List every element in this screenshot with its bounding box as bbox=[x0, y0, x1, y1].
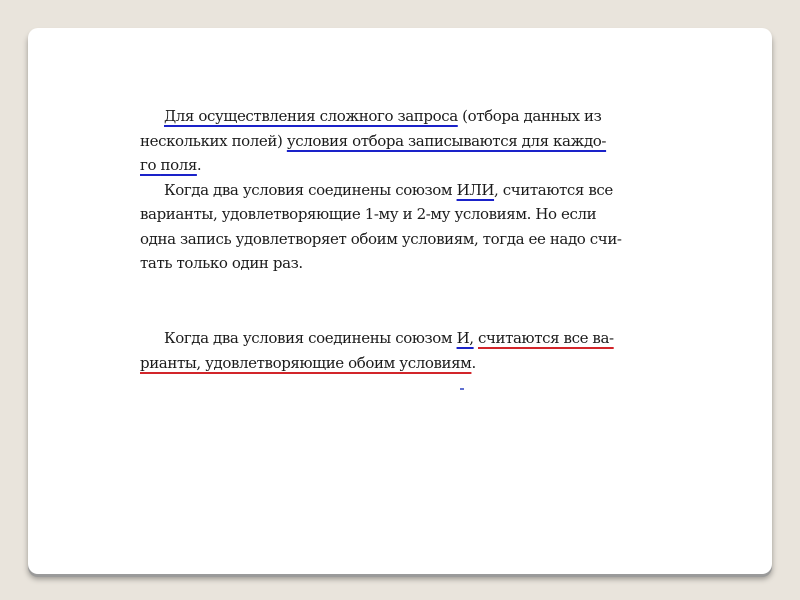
text-line bbox=[140, 104, 640, 129]
text-line bbox=[140, 153, 640, 178]
text-line bbox=[140, 326, 640, 351]
underlined-phrase-considered: считаются все ва- bbox=[478, 329, 614, 347]
text-span: тать только один раз. bbox=[140, 254, 303, 272]
underlined-keyword-and: И, bbox=[456, 329, 474, 347]
scanned-text-block-bottom bbox=[140, 326, 640, 375]
underlined-phrase-variants: рианты, удовлетворяющие обоим условиям bbox=[140, 353, 472, 372]
text-span: одна запись удовлетворяет обоим условиям, тогда ее надо счи- bbox=[140, 229, 622, 248]
text-line bbox=[140, 178, 640, 203]
text-line bbox=[140, 202, 640, 227]
underlined-keyword-or: ИЛИ bbox=[456, 180, 495, 199]
scan-artifact-mark bbox=[460, 388, 464, 390]
text-line bbox=[140, 129, 640, 154]
text-line bbox=[140, 251, 640, 276]
underlined-phrase-complex-query: Для осуществления сложного запроса bbox=[164, 107, 458, 125]
text-span: нескольких полей) bbox=[140, 131, 287, 150]
underlined-phrase-go: го bbox=[140, 156, 161, 174]
underlined-phrase-field: поля bbox=[160, 156, 197, 174]
text-line bbox=[140, 351, 640, 376]
text-span: . bbox=[196, 156, 202, 174]
text-span: . bbox=[471, 353, 476, 372]
underlined-phrase-conditions: условия отбора записываются для каждо- bbox=[286, 131, 607, 150]
text-span: Когда два условия соединены союзом bbox=[164, 180, 457, 199]
text-span: (отбора данных из bbox=[457, 107, 602, 125]
text-span: , считаются все bbox=[494, 180, 613, 199]
text-line bbox=[140, 227, 640, 252]
text-span: Когда два условия соединены союзом bbox=[164, 329, 457, 347]
text-span: варианты, удовлетворяющие 1-му и 2-му условиям. Но если bbox=[140, 205, 597, 223]
scanned-text-block-top bbox=[140, 104, 640, 276]
